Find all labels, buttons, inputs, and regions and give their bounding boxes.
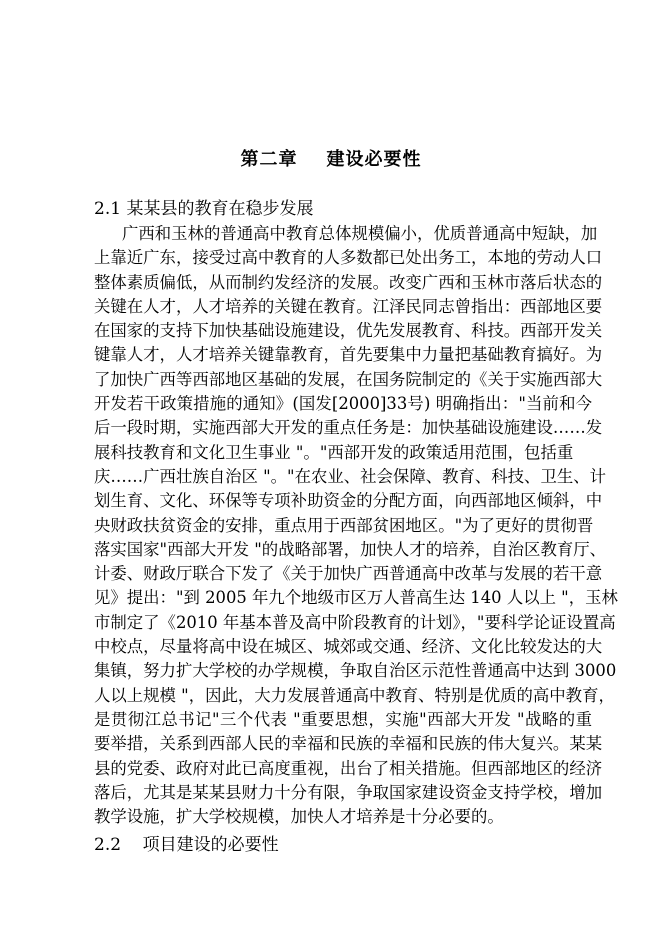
paragraph-line: 集镇，努力扩大学校的办学规模，争取自治区示范性普通高中达到 3000 bbox=[94, 661, 617, 681]
paragraph-line: 县的党委、政府对此已高度重视，出台了相关措施。但西部地区的经济 bbox=[94, 758, 603, 778]
paragraph-line: 后一段时期，实施西部大开发的重点任务是：加快基础设施建设……发 bbox=[94, 418, 603, 438]
paragraph-line: 教学设施，扩大学校规模，加快人才培养是十分必要的。 bbox=[94, 807, 504, 827]
paragraph-line: 人以上规模 "，因此，大力发展普通高中教育、特别是优质的高中教育， bbox=[94, 685, 615, 705]
paragraph-line: 上靠近广东，接受过高中教育的人多数都已处出务工，本地的劳动人口 bbox=[94, 248, 603, 268]
paragraph-line: 央财政扶贫资金的安排，重点用于西部贫困地区。"为了更好的贯彻晋 bbox=[94, 515, 594, 535]
paragraph-line: 划生育、文化、环保等专项补助资金的分配方面，向西部地区倾斜，中 bbox=[94, 491, 603, 511]
paragraph-line: 中校点，尽量将高中设在城区、城郊或交通、经济、文化比较发达的大 bbox=[94, 637, 603, 657]
paragraph-line: 广西和玉林的普通高中教育总体规模偏小，优质普通高中短缺，加 bbox=[122, 224, 598, 243]
paragraph-line: 市制定了《2010 年基本普及高中阶段教育的计划》，"要科学论证设置高 bbox=[94, 612, 616, 632]
paragraph-line: 庆……广西壮族自治区 "。"在农业、社会保障、教育、科技、卫生、计 bbox=[94, 466, 607, 486]
paragraph-line: 键靠人才，人才培养关键靠教育，首先要集中力量把基础教育搞好。为 bbox=[94, 345, 603, 365]
paragraph-line: 了加快广西等西部地区基础的发展，在国务院制定的《关于实施西部大 bbox=[94, 369, 603, 389]
paragraph-line: 是贯彻江总书记"三个代表 "重要思想，实施"西部大开发 "战略的重 bbox=[94, 709, 592, 729]
paragraph-line: 见》提出："到 2005 年九个地级市区万人普高生达 140 人以上 "，玉林 bbox=[94, 588, 618, 608]
paragraph-line: 落实国家"西部大开发 "的战略部署，加快人才的培养，自治区教育厅、 bbox=[94, 539, 607, 559]
paragraph-line: 关键在人才，人才培养的关键在教育。江泽民同志曾指出：西部地区要 bbox=[94, 296, 603, 316]
paragraph-line: 开发若干政策措施的通知》(国发[2000]33号) 明确指出："当前和今 bbox=[94, 394, 592, 414]
paragraph-line: 展科技教育和文化卫生事业 "。"西部开发的政策适用范围，包括重 bbox=[94, 442, 574, 462]
paragraph-line: 整体素质偏低，从而制约发经济的发展。改变广西和玉林市落后状态的 bbox=[94, 272, 603, 292]
chapter-title: 第二章 建设必要性 bbox=[240, 149, 422, 170]
paragraph-line: 计委、财政厅联合下发了《关于加快广西普通高中改革与发展的若干意 bbox=[94, 564, 603, 584]
paragraph-line: 在国家的支持下加快基础设施建设，优先发展教育、科技。西部开发关 bbox=[94, 321, 603, 341]
paragraph-line: 落后，尤其是某某县财力十分有限，争取国家建设资金支持学校，增加 bbox=[94, 782, 603, 802]
body-paragraph bbox=[94, 222, 618, 829]
section-heading-2-2: 2.2 项目建设的必要性 bbox=[94, 835, 279, 855]
section-heading-2-1: 2.1 某某县的教育在稳步发展 bbox=[94, 199, 314, 219]
paragraph-line: 要举措，关系到西部人民的幸福和民族的幸福和民族的伟大复兴。某某 bbox=[94, 734, 603, 754]
